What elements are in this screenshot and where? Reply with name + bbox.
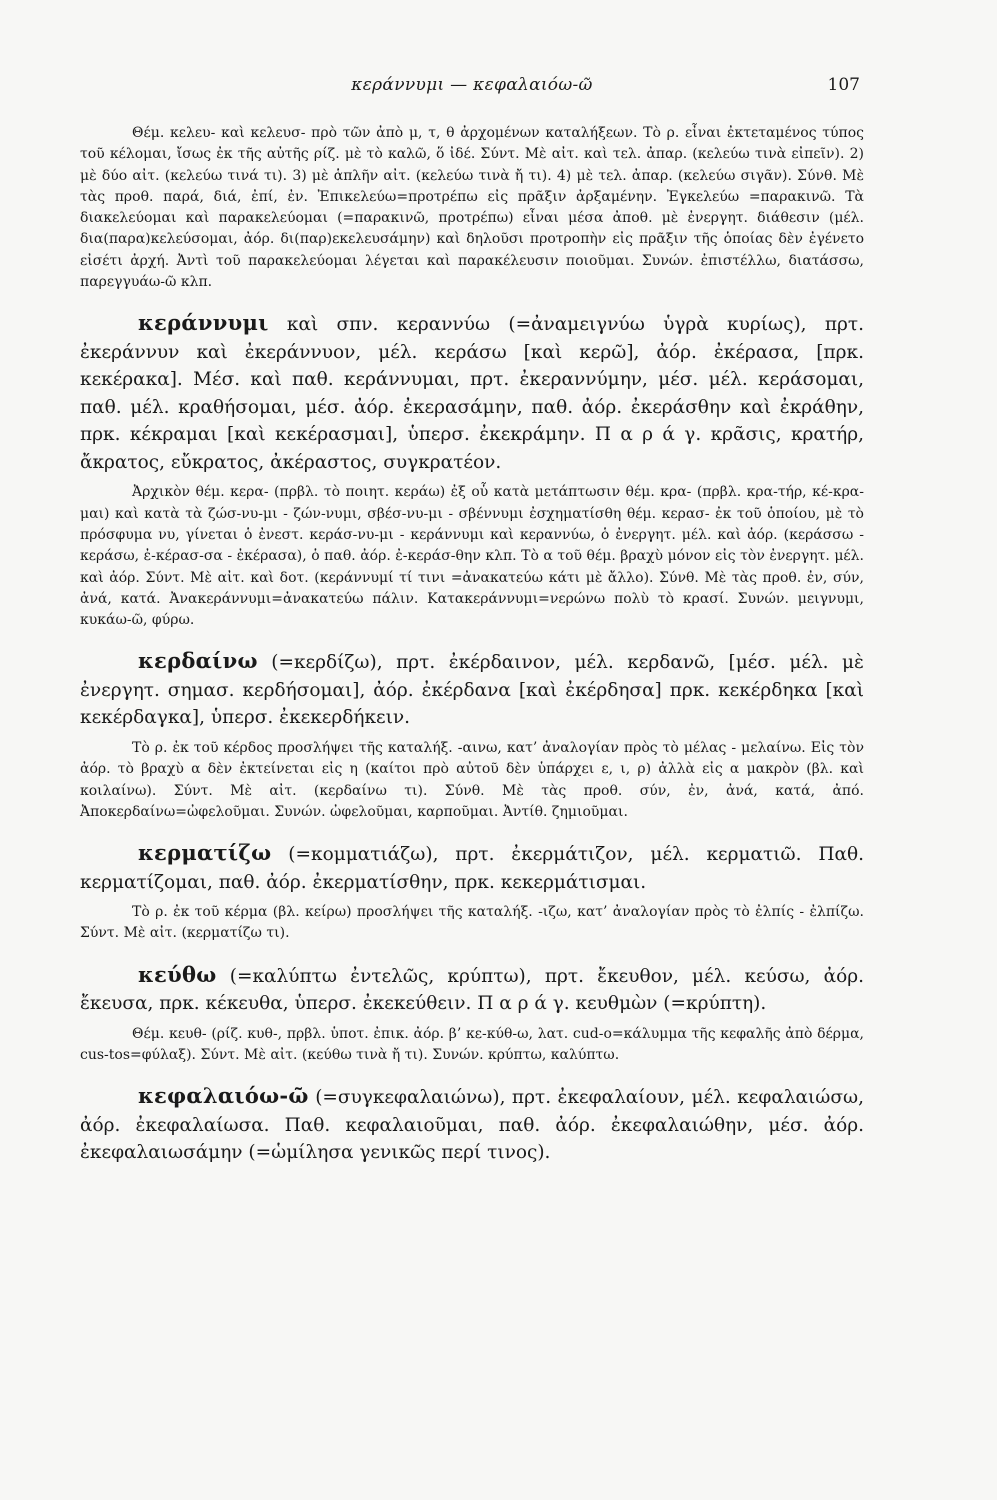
entry-kefalaioo bbox=[80, 1082, 864, 1167]
entry-body: καὶ σπν. κεραννύω (=ἀναμειγνύω ὑγρὰ κυρίως), πρτ. ἐκεράννυν καὶ ἐκεράννυον, μέλ. κεράσω [καὶ κερῶ], ἀόρ. ἐκέρασα, [πρκ. κεκέρακα]. Μέσ. καὶ παθ. κεράννυμαι, πρτ. ἐκεραννύμην, μέσ. μέλ. κεράσομαι, παθ. μέλ. κραθήσομαι, μέσ. ἀόρ. ἐκερασάμην, παθ. ἀόρ. ἐκεράσθην καὶ ἐκράθην, πρκ. κέκραμαι [καὶ κεκέρασμαι], ὑπερσ. ἐκεκράμην. Π α ρ ά γ. κρᾶσις, κρατήρ, ἄκρατος, εὔκρατος, ἀκέραστος, συγκρατέον. bbox=[80, 314, 864, 473]
entry-notes: Ἀρχικὸν θέμ. κερα- (πρβλ. τὸ ποιητ. κεράω) ἐξ οὗ κατὰ μετάπτωσιν θέμ. κρα- (πρβλ. κρα-τήρ, κέ-κρα-μαι) καὶ κατὰ τὰ ζώσ-νυ-μι - ζών-νυμι, σβέσ-νυ-μι - σβέννυμι ἐσχηματίσθη θέμ. κερασ- ἐκ τοῦ ὁποίου, μὲ τὸ πρόσφυμα νυ, γίνεται ὁ ἐνεστ. κεράσ-νυ-μι - κεράννυμι καὶ κεραννύω, ὁ ἐνεργητ. μέλ. καὶ ἀόρ. (κεράσσω - κεράσω, ἐ-κέρασ-σα - ἐκέρασα), ὁ παθ. ἀόρ. ἐ-κεράσ-θην κλπ. Τὸ α τοῦ θέμ. βραχὺ μόνον εἰς τὸν ἐνεργητ. μέλ. καὶ ἀόρ. Σύντ. Μὲ αἰτ. καὶ δοτ. (κεράννυμί τί τινι =ἀνακατεύω κάτι μὲ ἄλλο). Σύνθ. Μὲ τὰς προθ. ἐν, σύν, ἀνά, κατά. Ἀνακεράννυμι=ἀνακατεύω πάλιν. Κατακεράννυμι=νερώνω πολὺ τὸ κρασί. Συνών. μειγνυμι, κυκάω-ῶ, φύρω. bbox=[80, 484, 864, 629]
entry-main bbox=[80, 1082, 864, 1167]
headword: κερματίζω bbox=[138, 840, 272, 866]
continuation-paragraph: Θέμ. κελευ- καὶ κελευσ- πρὸ τῶν ἀπὸ μ, τ, θ ἀρχομένων καταλήξεων. Τὸ ρ. εἶναι ἐκτεταμένος τύπος τοῦ κέλομαι, ἴσως ἐκ τῆς αὐτῆς ρίζ. μὲ τὸ καλῶ, ὅ ἰδέ. Σύντ. Μὲ αἰτ. καὶ τελ. ἀπαρ. (κελεύω τινὰ εἰπεῖν). 2) μὲ δύο αἰτ. (κελεύω τινά τι). 3) μὲ ἁπλῆν αἰτ. (κελεύω τινὰ ἤ τι). 4) μὲ τελ. ἀπαρ. (κελεύω σιγᾶν). Σύνθ. Μὲ τὰς προθ. παρά, διά, ἐπί, ἐν. Ἐπικελεύω=προτρέπω εἰς πρᾶξιν ἀρξαμένην. Ἐγκελεύω =παρακινῶ. Τὰ διακελεύομαι καὶ παρακελεύομαι (=παρακινῶ, προτρέπω) εἶναι μέσα ἀποθ. μὲ ἐνεργητ. διάθεσιν (μέλ. δια(παρα)κελεύσομαι, ἀόρ. δι(παρ)εκελευσάμην) καὶ δηλοῦσι προτροπὴν εἰς πρᾶξιν τῆς ὁποίας δὲν ἐγένετο εἰσέτι ἀρχή. Ἀντὶ τοῦ παρακελεύομαι λέγεται καὶ παρακέλευσιν ποιοῦμαι. Συνών. ἐπιστέλλω, διατάσσω, παρεγγυάω-ῶ κλπ. bbox=[80, 125, 864, 291]
entry-keranymi bbox=[80, 309, 864, 631]
entry-notes: Τὸ ρ. ἐκ τοῦ κέρμα (βλ. κείρω) προσλήψει τῆς καταλήξ. -ιζω, κατ’ ἀναλογίαν πρὸς τὸ ἐλπίς - ἐλπίζω. Σύντ. Μὲ αἰτ. (κερματίζω τι). bbox=[80, 904, 864, 942]
entry-main bbox=[80, 309, 864, 476]
entry-body: (=συγκεφαλαιώνω), πρτ. ἐκεφαλαίουν, μέλ. κεφαλαιώσω, ἀόρ. ἐκεφαλαίωσα. Παθ. κεφαλαιοῦμαι, παθ. ἀόρ. ἐκεφαλαιώθην, μέσ. ἀόρ. ἐκεφαλαιωσάμην (=ὡμίλησα γενικῶς περί τινος). bbox=[80, 1087, 864, 1164]
headword: κεφαλαιόω-ῶ bbox=[138, 1083, 309, 1109]
entry-main bbox=[80, 839, 864, 896]
entry-notes: Τὸ ρ. ἐκ τοῦ κέρδος προσλήψει τῆς καταλήξ. -αινω, κατ’ ἀναλογίαν πρὸς τὸ μέλας - μελαίνω. Εἰς τὸν ἀόρ. τὸ βραχὺ α δὲν ἐκτείνεται εἰς η (καίτοι πρὸ αὐτοῦ δὲν ὑπάρχει ε, ι, ρ) ἀλλὰ εἰς α μακρὸν (βλ. καὶ κοιλαίνω). Σύντ. Μὲ αἰτ. (κερδαίνω τι). Σύνθ. Μὲ τὰς προθ. σύν, ἐν, ἀνά, κατά, ἀπό. Ἀποκερδαίνω=ὠφελοῦμαι. Συνών. ὠφελοῦμαι, καρποῦμαι. Ἀντίθ. ζημιοῦμαι. bbox=[80, 739, 864, 820]
headword: κεύθω bbox=[138, 961, 217, 987]
headword: κεράννυμι bbox=[138, 310, 269, 336]
entry-main bbox=[80, 647, 864, 732]
headword: κερδαίνω bbox=[138, 648, 258, 674]
running-header bbox=[80, 75, 864, 115]
entry-body: (=καλύπτω ἐντελῶς, κρύπτω), πρτ. ἔκευθον, μέλ. κεύσω, ἀόρ. ἔκευσα, πρκ. κέκευθα, ὑπερσ. ἐκεκεύθειν. Π α ρ ά γ. κευθμὼν (=κρύπτη). bbox=[80, 965, 864, 1015]
entry-body: (=κομματιάζω), πρτ. ἐκερμάτιζον, μέλ. κερματιῶ. Παθ. κερματίζομαι, παθ. ἀόρ. ἐκερματίσθην, πρκ. κεκερμάτισμαι. bbox=[80, 844, 864, 893]
continuation-block bbox=[80, 123, 864, 293]
entry-main bbox=[80, 961, 864, 1018]
entry-keutho bbox=[80, 961, 864, 1067]
running-title: κεράννυμι — κεφαλαιόω-ῶ bbox=[351, 75, 593, 95]
entry-body: (=κερδίζω), πρτ. ἐκέρδαινον, μέλ. κερδανῶ, [μέσ. μέλ. μὲ ἐνεργητ. σημασ. κερδήσομαι], ἀόρ. ἐκέρδανα [καὶ ἐκέρδησα] πρκ. κεκέρδηκα [καὶ κεκέρδαγκα], ὑπερσ. ἐκεκερδήκειν. bbox=[80, 652, 864, 729]
entry-kerdaino bbox=[80, 647, 864, 823]
entry-kermatizo bbox=[80, 839, 864, 945]
page-number: 107 bbox=[827, 75, 860, 95]
entry-notes: Θέμ. κευθ- (ρίζ. κυθ-, πρβλ. ὑποτ. ἐπικ. ἀόρ. β’ κε-κύθ-ω, λατ. cud-o=κάλυμμα τῆς κεφαλῆς ἀπὸ δέρμα, cus-tos=φύλαξ). Σύντ. Μὲ αἰτ. (κεύθω τινὰ ἤ τι). Συνών. κρύπτω, καλύπτω. bbox=[80, 1025, 864, 1064]
dictionary-page bbox=[80, 75, 864, 1167]
